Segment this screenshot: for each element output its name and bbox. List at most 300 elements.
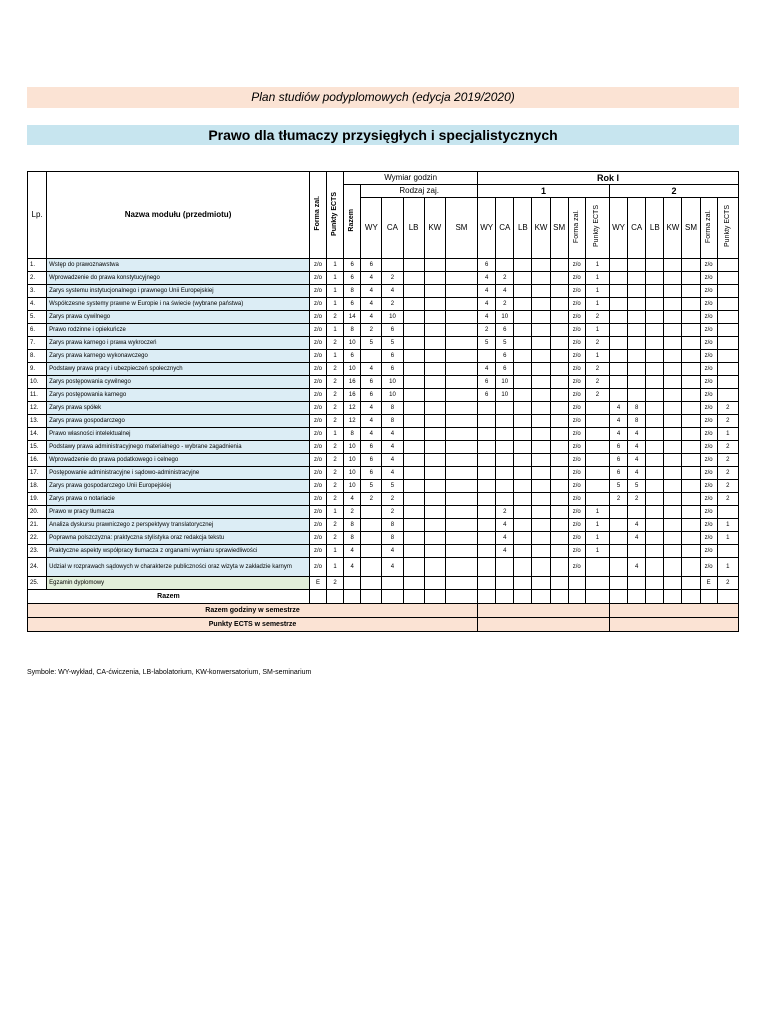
cell-s1kw bbox=[532, 441, 550, 454]
cell-s1sm bbox=[550, 337, 568, 350]
cell-s2wy: 6 bbox=[609, 441, 627, 454]
cell-s1kw bbox=[532, 402, 550, 415]
cell-s2ca bbox=[628, 577, 646, 590]
cell-wy: 6 bbox=[361, 259, 382, 272]
col-ca: CA bbox=[382, 198, 403, 259]
cell-s1sm bbox=[550, 363, 568, 376]
cell-s1form: z/o bbox=[568, 376, 585, 389]
table-row bbox=[28, 350, 739, 363]
cell-sm bbox=[445, 454, 477, 467]
cell-lb bbox=[403, 558, 424, 577]
cell-form: z/o bbox=[309, 415, 326, 428]
cell-ca: 5 bbox=[382, 480, 403, 493]
cell-s1ects: 1 bbox=[585, 324, 609, 337]
cell-s2lb bbox=[646, 324, 664, 337]
razem-cell bbox=[628, 590, 646, 604]
razem-cell bbox=[609, 590, 627, 604]
cell-s1ects bbox=[585, 480, 609, 493]
cell-s1ects bbox=[585, 441, 609, 454]
cell-kw bbox=[424, 272, 445, 285]
cell-s2form: z/o bbox=[700, 337, 717, 350]
cell-s1kw bbox=[532, 545, 550, 558]
cell-ects: 1 bbox=[327, 324, 344, 337]
cell-s2form: z/o bbox=[700, 376, 717, 389]
cell-s2ca: 2 bbox=[628, 493, 646, 506]
table-row bbox=[28, 363, 739, 376]
cell-s2form: z/o bbox=[700, 272, 717, 285]
cell-s2kw bbox=[664, 363, 682, 376]
cell-s1ca: 2 bbox=[496, 506, 514, 519]
cell-ects: 2 bbox=[327, 480, 344, 493]
cell-kw bbox=[424, 311, 445, 324]
cell-s1sm bbox=[550, 259, 568, 272]
cell-s1ca: 4 bbox=[496, 545, 514, 558]
cell-kw bbox=[424, 480, 445, 493]
cell-ects: 1 bbox=[327, 350, 344, 363]
cell-s2ca: 4 bbox=[628, 428, 646, 441]
cell-lb bbox=[403, 532, 424, 545]
cell-s2ca bbox=[628, 337, 646, 350]
cell-s1lb bbox=[514, 577, 532, 590]
main-title: Prawo dla tłumaczy przysięgłych i specjalistycznych bbox=[27, 125, 739, 145]
cell-lb bbox=[403, 324, 424, 337]
cell-form: z/o bbox=[309, 350, 326, 363]
cell-wy: 4 bbox=[361, 415, 382, 428]
cell-s2ca bbox=[628, 311, 646, 324]
cell-s2sm bbox=[682, 415, 700, 428]
cell-razem bbox=[344, 577, 361, 590]
cell-sm bbox=[445, 389, 477, 402]
row-lp: 4. bbox=[28, 298, 47, 311]
cell-s2wy bbox=[609, 363, 627, 376]
cell-s1wy: 5 bbox=[478, 337, 496, 350]
cell-s2ects: 2 bbox=[717, 402, 738, 415]
cell-lb bbox=[403, 272, 424, 285]
cell-s1ca bbox=[496, 454, 514, 467]
cell-s2ca: 5 bbox=[628, 480, 646, 493]
cell-s2form: z/o bbox=[700, 428, 717, 441]
cell-s1kw bbox=[532, 337, 550, 350]
cell-s2wy bbox=[609, 259, 627, 272]
module-name: Zarys postępowania karnego bbox=[47, 389, 310, 402]
cell-s2form: z/o bbox=[700, 350, 717, 363]
cell-razem: 10 bbox=[344, 363, 361, 376]
razem-godziny-sem2 bbox=[609, 604, 738, 618]
cell-s2form: z/o bbox=[700, 454, 717, 467]
cell-lb bbox=[403, 298, 424, 311]
cell-s2wy: 4 bbox=[609, 415, 627, 428]
cell-s1sm bbox=[550, 415, 568, 428]
cell-s1ca: 10 bbox=[496, 389, 514, 402]
cell-s1ca: 6 bbox=[496, 363, 514, 376]
cell-s2ca: 4 bbox=[628, 558, 646, 577]
table-row bbox=[28, 337, 739, 350]
cell-s2wy: 6 bbox=[609, 454, 627, 467]
table-row bbox=[28, 577, 739, 590]
cell-s1lb bbox=[514, 441, 532, 454]
table-row bbox=[28, 441, 739, 454]
cell-s1lb bbox=[514, 480, 532, 493]
cell-s2kw bbox=[664, 402, 682, 415]
cell-s2wy: 4 bbox=[609, 428, 627, 441]
cell-s1ects: 1 bbox=[585, 285, 609, 298]
cell-s1ca: 5 bbox=[496, 337, 514, 350]
cell-s1ects bbox=[585, 402, 609, 415]
cell-ca: 10 bbox=[382, 389, 403, 402]
cell-s1sm bbox=[550, 519, 568, 532]
cell-sm bbox=[445, 402, 477, 415]
cell-s1lb bbox=[514, 493, 532, 506]
cell-s1kw bbox=[532, 324, 550, 337]
cell-s2kw bbox=[664, 519, 682, 532]
razem-cell bbox=[568, 590, 585, 604]
cell-ca: 8 bbox=[382, 519, 403, 532]
cell-s1form: z/o bbox=[568, 441, 585, 454]
cell-s2ects: 2 bbox=[717, 415, 738, 428]
cell-s2lb bbox=[646, 259, 664, 272]
table-row bbox=[28, 467, 739, 480]
cell-s2wy bbox=[609, 545, 627, 558]
cell-wy bbox=[361, 506, 382, 519]
cell-s1lb bbox=[514, 311, 532, 324]
cell-s2ects: 2 bbox=[717, 493, 738, 506]
cell-s1sm bbox=[550, 506, 568, 519]
razem-cell bbox=[532, 590, 550, 604]
razem-cell bbox=[424, 590, 445, 604]
cell-s2ects: 2 bbox=[717, 467, 738, 480]
cell-ca: 2 bbox=[382, 298, 403, 311]
row-lp: 18. bbox=[28, 480, 47, 493]
cell-s2wy bbox=[609, 376, 627, 389]
cell-sm bbox=[445, 506, 477, 519]
razem-cell bbox=[445, 590, 477, 604]
row-lp: 7. bbox=[28, 337, 47, 350]
cell-s1lb bbox=[514, 298, 532, 311]
row-lp: 13. bbox=[28, 415, 47, 428]
cell-s2ca bbox=[628, 259, 646, 272]
razem-cell bbox=[682, 590, 700, 604]
module-name: Wprowadzenie do prawa konstytucyjnego bbox=[47, 272, 310, 285]
cell-s2ects: 2 bbox=[717, 577, 738, 590]
cell-s2sm bbox=[682, 272, 700, 285]
cell-s2sm bbox=[682, 545, 700, 558]
cell-s1kw bbox=[532, 363, 550, 376]
cell-ca: 4 bbox=[382, 558, 403, 577]
cell-s1sm bbox=[550, 298, 568, 311]
row-lp: 3. bbox=[28, 285, 47, 298]
col-s2-form: Forma zal. bbox=[700, 198, 717, 259]
cell-s1ca bbox=[496, 467, 514, 480]
cell-s1wy bbox=[478, 480, 496, 493]
cell-razem: 8 bbox=[344, 519, 361, 532]
cell-s2wy bbox=[609, 577, 627, 590]
cell-s2form: z/o bbox=[700, 467, 717, 480]
cell-razem: 10 bbox=[344, 441, 361, 454]
edition-title: Plan studiów podyplomowych (edycja 2019/2020) bbox=[27, 87, 739, 108]
cell-s1ca bbox=[496, 480, 514, 493]
cell-wy bbox=[361, 350, 382, 363]
cell-s1kw bbox=[532, 454, 550, 467]
cell-s2ca bbox=[628, 350, 646, 363]
cell-s2form: z/o bbox=[700, 311, 717, 324]
col-s2-ca: CA bbox=[628, 198, 646, 259]
cell-razem: 12 bbox=[344, 402, 361, 415]
cell-s2form: z/o bbox=[700, 415, 717, 428]
cell-wy: 4 bbox=[361, 402, 382, 415]
cell-s2wy: 6 bbox=[609, 467, 627, 480]
cell-ects: 2 bbox=[327, 454, 344, 467]
cell-s1ca: 6 bbox=[496, 324, 514, 337]
cell-s2kw bbox=[664, 467, 682, 480]
cell-s1ects: 2 bbox=[585, 311, 609, 324]
cell-s1form: z/o bbox=[568, 558, 585, 577]
cell-lb bbox=[403, 519, 424, 532]
cell-s2lb bbox=[646, 441, 664, 454]
cell-s2ects: 2 bbox=[717, 441, 738, 454]
punkty-ects-row bbox=[28, 618, 739, 632]
table-row bbox=[28, 480, 739, 493]
cell-kw bbox=[424, 415, 445, 428]
col-s1-kw: KW bbox=[532, 198, 550, 259]
cell-ects: 1 bbox=[327, 428, 344, 441]
cell-s1wy bbox=[478, 558, 496, 577]
cell-s2sm bbox=[682, 337, 700, 350]
cell-sm bbox=[445, 545, 477, 558]
cell-s2wy bbox=[609, 285, 627, 298]
cell-s2sm bbox=[682, 454, 700, 467]
cell-s2lb bbox=[646, 363, 664, 376]
cell-s2sm bbox=[682, 350, 700, 363]
cell-s2kw bbox=[664, 311, 682, 324]
cell-lb bbox=[403, 454, 424, 467]
cell-sm bbox=[445, 285, 477, 298]
cell-s2form: z/o bbox=[700, 545, 717, 558]
razem-row bbox=[28, 590, 739, 604]
cell-sm bbox=[445, 350, 477, 363]
cell-sm bbox=[445, 363, 477, 376]
cell-form: z/o bbox=[309, 311, 326, 324]
cell-s1kw bbox=[532, 428, 550, 441]
razem-label: Razem bbox=[28, 590, 310, 604]
cell-s1form: z/o bbox=[568, 532, 585, 545]
cell-lb bbox=[403, 376, 424, 389]
cell-wy bbox=[361, 558, 382, 577]
cell-kw bbox=[424, 493, 445, 506]
cell-s2ects bbox=[717, 285, 738, 298]
module-name: Postępowanie administracyjne i sądowo-administracyjne bbox=[47, 467, 310, 480]
cell-wy: 6 bbox=[361, 389, 382, 402]
cell-s1form: z/o bbox=[568, 493, 585, 506]
cell-s2sm bbox=[682, 480, 700, 493]
cell-s1wy: 4 bbox=[478, 285, 496, 298]
cell-s2form: z/o bbox=[700, 402, 717, 415]
cell-s2ects bbox=[717, 350, 738, 363]
cell-sm bbox=[445, 376, 477, 389]
cell-s1ca bbox=[496, 558, 514, 577]
cell-s2sm bbox=[682, 428, 700, 441]
cell-razem: 8 bbox=[344, 324, 361, 337]
cell-razem: 6 bbox=[344, 259, 361, 272]
cell-s2wy bbox=[609, 337, 627, 350]
cell-razem: 2 bbox=[344, 506, 361, 519]
cell-s1sm bbox=[550, 428, 568, 441]
cell-s2kw bbox=[664, 389, 682, 402]
cell-s1kw bbox=[532, 577, 550, 590]
table-row bbox=[28, 285, 739, 298]
cell-lb bbox=[403, 428, 424, 441]
cell-s2lb bbox=[646, 467, 664, 480]
cell-lb bbox=[403, 337, 424, 350]
cell-s2wy bbox=[609, 272, 627, 285]
cell-s1lb bbox=[514, 324, 532, 337]
cell-s2lb bbox=[646, 402, 664, 415]
cell-s2sm bbox=[682, 441, 700, 454]
cell-s2ca bbox=[628, 298, 646, 311]
table-row bbox=[28, 298, 739, 311]
cell-wy: 6 bbox=[361, 441, 382, 454]
cell-sm bbox=[445, 519, 477, 532]
cell-s2form: z/o bbox=[700, 519, 717, 532]
row-lp: 2. bbox=[28, 272, 47, 285]
cell-s2form: z/o bbox=[700, 506, 717, 519]
table-row bbox=[28, 545, 739, 558]
table-row bbox=[28, 402, 739, 415]
cell-razem: 10 bbox=[344, 337, 361, 350]
cell-s1form: z/o bbox=[568, 545, 585, 558]
cell-s1kw bbox=[532, 298, 550, 311]
study-plan-table bbox=[27, 171, 739, 632]
table-row bbox=[28, 324, 739, 337]
col-s1-sm: SM bbox=[550, 198, 568, 259]
cell-s2kw bbox=[664, 577, 682, 590]
cell-s2kw bbox=[664, 376, 682, 389]
cell-s1sm bbox=[550, 558, 568, 577]
cell-s2kw bbox=[664, 454, 682, 467]
cell-s1form: z/o bbox=[568, 350, 585, 363]
cell-form: z/o bbox=[309, 363, 326, 376]
cell-s1ca: 4 bbox=[496, 532, 514, 545]
table-row bbox=[28, 493, 739, 506]
cell-form: z/o bbox=[309, 532, 326, 545]
cell-ects: 1 bbox=[327, 272, 344, 285]
cell-wy: 2 bbox=[361, 493, 382, 506]
cell-s1form: z/o bbox=[568, 415, 585, 428]
col-s1-form: Forma zal. bbox=[568, 198, 585, 259]
cell-s2sm bbox=[682, 311, 700, 324]
cell-s1ca: 2 bbox=[496, 272, 514, 285]
cell-s1kw bbox=[532, 376, 550, 389]
cell-razem: 8 bbox=[344, 532, 361, 545]
cell-s1form: z/o bbox=[568, 467, 585, 480]
module-name: Zarys prawa spółek bbox=[47, 402, 310, 415]
cell-s1sm bbox=[550, 480, 568, 493]
cell-s2sm bbox=[682, 558, 700, 577]
cell-razem: 6 bbox=[344, 298, 361, 311]
cell-s2kw bbox=[664, 506, 682, 519]
cell-wy: 4 bbox=[361, 311, 382, 324]
cell-wy: 5 bbox=[361, 337, 382, 350]
cell-s2ects: 2 bbox=[717, 454, 738, 467]
cell-s1ects: 1 bbox=[585, 545, 609, 558]
module-name: Zarys prawa gospodarczego Unii Europejskiej bbox=[47, 480, 310, 493]
cell-wy: 6 bbox=[361, 467, 382, 480]
cell-s1form: z/o bbox=[568, 480, 585, 493]
cell-sm bbox=[445, 480, 477, 493]
cell-s2ca: 4 bbox=[628, 454, 646, 467]
col-lb: LB bbox=[403, 198, 424, 259]
cell-s1sm bbox=[550, 577, 568, 590]
module-name: Prawo w pracy tłumacza bbox=[47, 506, 310, 519]
cell-s2ects bbox=[717, 272, 738, 285]
cell-s1kw bbox=[532, 311, 550, 324]
cell-razem: 4 bbox=[344, 545, 361, 558]
cell-ects: 2 bbox=[327, 519, 344, 532]
cell-s2ects bbox=[717, 506, 738, 519]
cell-s1lb bbox=[514, 363, 532, 376]
cell-s2ects: 1 bbox=[717, 558, 738, 577]
cell-s2sm bbox=[682, 519, 700, 532]
cell-s2lb bbox=[646, 506, 664, 519]
col-s2-sm: SM bbox=[682, 198, 700, 259]
cell-s1ects bbox=[585, 415, 609, 428]
cell-s1sm bbox=[550, 545, 568, 558]
cell-s2form: z/o bbox=[700, 558, 717, 577]
module-name: Analiza dyskursu prawniczego z perspektywy translatorycznej bbox=[47, 519, 310, 532]
cell-s2lb bbox=[646, 428, 664, 441]
row-lp: 21. bbox=[28, 519, 47, 532]
cell-s2sm bbox=[682, 532, 700, 545]
cell-s1wy bbox=[478, 467, 496, 480]
cell-sm bbox=[445, 324, 477, 337]
cell-s1form: z/o bbox=[568, 285, 585, 298]
cell-s1kw bbox=[532, 272, 550, 285]
col-s2-lb: LB bbox=[646, 198, 664, 259]
cell-s1lb bbox=[514, 545, 532, 558]
module-name: Zarys postępowania cywilnego bbox=[47, 376, 310, 389]
cell-sm bbox=[445, 298, 477, 311]
cell-lb bbox=[403, 389, 424, 402]
cell-form: z/o bbox=[309, 493, 326, 506]
cell-s1wy bbox=[478, 454, 496, 467]
cell-s2form: z/o bbox=[700, 324, 717, 337]
legend: Symbole: WY-wykład, CA-ćwiczenia, LB-labolatorium, KW-konwersatorium, SM-seminarium bbox=[27, 669, 312, 676]
cell-s2kw bbox=[664, 337, 682, 350]
cell-s1form: z/o bbox=[568, 389, 585, 402]
module-name: Zarys prawa karnego wykonawczego bbox=[47, 350, 310, 363]
col-sm: SM bbox=[445, 198, 477, 259]
col-s1-ca: CA bbox=[496, 198, 514, 259]
razem-cell bbox=[646, 590, 664, 604]
cell-ects: 1 bbox=[327, 545, 344, 558]
cell-s2ca: 8 bbox=[628, 402, 646, 415]
cell-ects: 2 bbox=[327, 493, 344, 506]
cell-form: z/o bbox=[309, 480, 326, 493]
cell-lb bbox=[403, 402, 424, 415]
cell-s2ca bbox=[628, 363, 646, 376]
cell-ects: 2 bbox=[327, 415, 344, 428]
razem-cell bbox=[550, 590, 568, 604]
col-s2-ects: Punkty ECTS bbox=[717, 198, 738, 259]
col-ects: Punkty ECTS bbox=[327, 172, 344, 259]
cell-s1wy: 2 bbox=[478, 324, 496, 337]
cell-s2ca bbox=[628, 506, 646, 519]
cell-form: z/o bbox=[309, 376, 326, 389]
cell-s1wy: 4 bbox=[478, 272, 496, 285]
col-lp: Lp. bbox=[28, 172, 47, 259]
cell-s2ca bbox=[628, 272, 646, 285]
row-lp: 14. bbox=[28, 428, 47, 441]
cell-s1wy bbox=[478, 519, 496, 532]
